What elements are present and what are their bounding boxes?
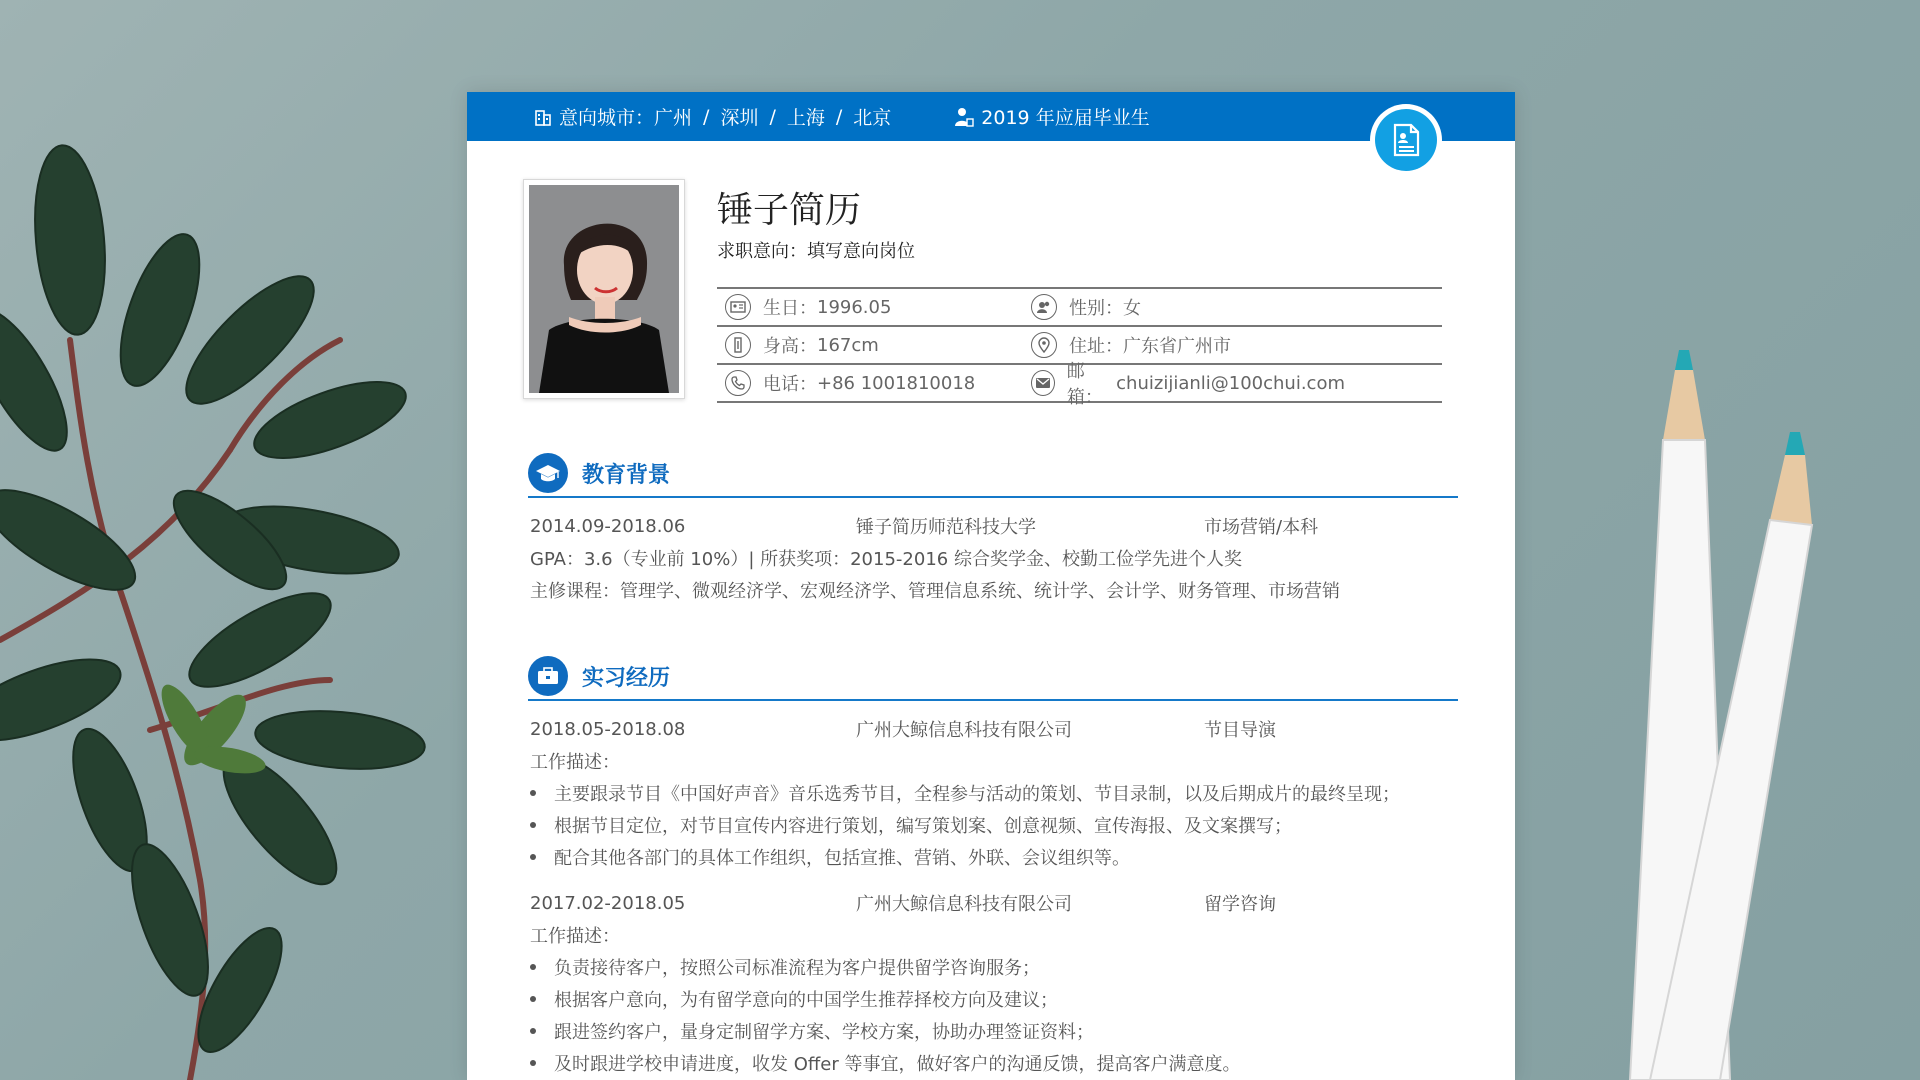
job-company: 广州大鲸信息科技有限公司 [856, 720, 1072, 741]
job-desc-label: 工作描述： [530, 926, 620, 947]
info-row [717, 361, 1442, 408]
briefcase-icon [528, 656, 568, 696]
job-role: 留学咨询 [1204, 894, 1276, 915]
list-item: 根据节目定位，对节目宣传内容进行策划，编写策划案、创意视频、宣传海报、及文案撰写； [528, 809, 1458, 841]
job-entry [528, 887, 1458, 919]
list-item: 配合其他各部门的具体工作组织，包括宣推、营销、外联、会议组织等。 [528, 841, 1458, 873]
gender-value: 女 [1123, 298, 1141, 319]
list-item: 主要跟录节目《中国好声音》音乐选秀节目，全程参与活动的策划、节目录制，以及后期成片的最终呈现； [528, 777, 1458, 809]
email-value: chuizijianli@100chui.com [1116, 372, 1345, 394]
gender-label: 性别： [1069, 298, 1123, 319]
job-intent [717, 237, 915, 263]
phone-value: +86 1001810018 [817, 372, 976, 394]
candidate-name: 锤子简历 [717, 190, 862, 231]
job-intent-label: 求职意向： [717, 241, 807, 262]
info-address [1031, 332, 1345, 358]
resume-sheet [467, 92, 1515, 1080]
height-value: 167cm [817, 334, 879, 356]
resume-badge [1370, 104, 1442, 176]
education-entry [528, 510, 1458, 542]
info-row [717, 289, 1442, 327]
top-bar [467, 92, 1515, 141]
email-label: 邮箱： [1066, 361, 1103, 408]
list-item: 及时跟进学校申请进度，收发 Offer 等事宜，做好客户的沟通反馈，提高客户满意度。 [528, 1047, 1458, 1079]
info-phone [717, 370, 1031, 396]
birthday-value: 1996.05 [817, 296, 892, 318]
city-0: 广州 [654, 107, 693, 129]
city-separator: / [835, 105, 843, 128]
internship-title: 实习经历 [582, 665, 671, 691]
internship-section [528, 653, 1458, 1079]
education-gpa: GPA：3.6（专业前 10%）| 所获奖项：2015-2016 综合奖学金、校勤工俭学先进个人奖 [530, 549, 1242, 570]
job-entry [528, 713, 1458, 745]
graduate-user-icon [953, 106, 975, 128]
internship-header [528, 653, 1458, 701]
education-section [528, 450, 1458, 606]
mail-icon [1031, 370, 1055, 396]
job-duties [528, 951, 1458, 1079]
height-icon [725, 332, 751, 358]
graduate-text: 2019 年应届毕业生 [981, 107, 1150, 129]
list-item: 负责接待客户，按照公司标准流程为客户提供留学咨询服务； [528, 951, 1458, 983]
job-desc-label: 工作描述： [530, 752, 620, 773]
phone-label: 电话： [763, 374, 817, 395]
job-role: 节目导演 [1204, 720, 1276, 741]
education-header [528, 450, 1458, 498]
location-pin-icon [1031, 332, 1057, 358]
info-height [717, 332, 1031, 358]
job-duties [528, 777, 1458, 873]
id-card-icon [725, 294, 751, 320]
target-cities [533, 103, 891, 130]
education-date: 2014.09-2018.06 [530, 515, 686, 537]
education-title: 教育背景 [582, 462, 671, 488]
graduation-cap-icon [528, 453, 568, 493]
address-value: 广东省广州市 [1123, 336, 1231, 357]
city-separator: / [703, 105, 710, 128]
city-1: 深圳 [720, 107, 759, 129]
building-icon [533, 107, 553, 127]
pencils-decoration [1500, 330, 1920, 1080]
job-date: 2018.05-2018.08 [530, 718, 686, 740]
education-courses: 主修课程：管理学、微观经济学、宏观经济学、管理信息系统、统计学、会计学、财务管理、市场营销 [530, 581, 1340, 602]
gender-icon [1031, 294, 1057, 320]
job-date: 2017.02-2018.05 [530, 892, 686, 914]
plant-decoration [0, 120, 430, 1080]
phone-icon [725, 370, 751, 396]
job-intent-value: 填写意向岗位 [807, 241, 915, 262]
education-school: 锤子简历师范科技大学 [856, 517, 1036, 538]
list-item: 跟进签约客户，量身定制留学方案、学校方案，协助办理签证资料； [528, 1015, 1458, 1047]
address-label: 住址： [1069, 336, 1123, 357]
info-gender [1031, 294, 1345, 320]
city-2: 上海 [786, 107, 825, 129]
job-company: 广州大鲸信息科技有限公司 [856, 894, 1072, 915]
profile-photo [523, 179, 685, 399]
list-item: 根据客户意向，为有留学意向的中国学生推荐择校方向及建议； [528, 983, 1458, 1015]
info-birthday [717, 294, 1031, 320]
resume-document-icon [1389, 122, 1423, 158]
graduate-status [953, 103, 1149, 130]
height-label: 身高： [763, 336, 817, 357]
education-major: 市场营销/本科 [1204, 517, 1319, 538]
city-separator: / [769, 105, 776, 128]
city-3: 北京 [853, 107, 892, 129]
birthday-label: 生日： [763, 298, 817, 319]
info-email [1031, 357, 1345, 409]
city-label: 意向城市： [559, 107, 655, 129]
personal-info [717, 287, 1442, 408]
